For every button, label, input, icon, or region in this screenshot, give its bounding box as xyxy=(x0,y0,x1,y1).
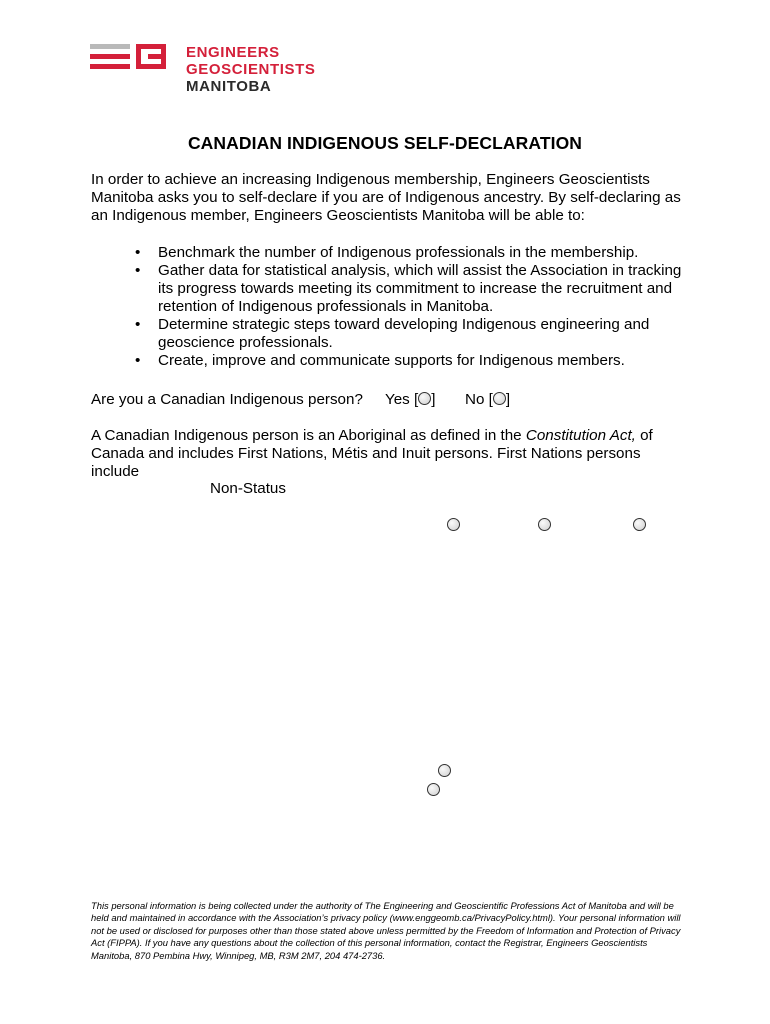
bullet-icon: • xyxy=(135,262,141,279)
bullet-icon: • xyxy=(135,352,141,369)
yes-label: Yes [ xyxy=(385,391,419,408)
organization-logo xyxy=(90,44,330,96)
list-item xyxy=(91,244,691,262)
list-item xyxy=(91,262,691,316)
non-status-radio[interactable] xyxy=(427,783,440,796)
no-label: No [ xyxy=(465,391,493,408)
constitution-act-italic: Constitution Act, xyxy=(525,427,636,444)
intro-paragraph: In order to achieve an increasing Indigenous membership, Engineers Geoscientists Manitoba asks you to self-declare if you are of Indigenous ancestry. By self-declaring as an Indigenous member, Engineers Geoscientists Manitoba will be able to: xyxy=(91,171,681,224)
yes-radio[interactable] xyxy=(418,392,431,405)
indigenous-question: Are you a Canadian Indigenous person? xyxy=(91,391,363,408)
benefits-list xyxy=(91,244,691,370)
logo-line-engineers: ENGINEERS xyxy=(186,44,280,61)
logo-line-geoscientists: GEOSCIENTISTS xyxy=(186,61,316,78)
logo-line-manitoba: MANITOBA xyxy=(186,78,272,95)
definition-paragraph xyxy=(91,427,661,481)
list-item xyxy=(91,352,691,370)
logo-wordmark xyxy=(186,44,316,95)
eg-logo-mark-icon xyxy=(90,44,168,74)
list-item-text: Determine strategic steps toward developing Indigenous engineering and geoscience professionals. xyxy=(158,316,650,351)
yes-suffix: ] xyxy=(431,391,436,408)
no-radio[interactable] xyxy=(493,392,506,405)
bullet-icon: • xyxy=(135,244,141,261)
privacy-notice: This personal information is being collected under the authority of The Engineering and Geoscientific Professions Act of Manitoba and will be held and maintained in accordance with the Association’s privacy policy (www.enggeomb.ca/PrivacyPolicy.html). Your personal information will not be used or disclosed for purposes other than those stated above unless permitted by the Freedom of Information and Protection of Privacy Act (FIPPA). If you have any questions about the collection of this personal information, contact the Registrar, Engineers Geoscientists Manitoba, 870 Pembina Hwy, Winnipeg, MB, R3M 2M7, 204 474-2736. xyxy=(91,900,681,961)
list-item-text: Gather data for statistical analysis, which will assist the Association in tracking its progress towards meeting its commitment to increase the recruitment and retention of Indigenous professionals in Manitoba. xyxy=(158,262,682,315)
no-option xyxy=(465,391,510,409)
inuit-radio[interactable] xyxy=(633,518,646,531)
status-radio[interactable] xyxy=(438,764,451,777)
yes-option xyxy=(385,391,435,409)
definition-text-after: of Canada and includes First Nations, Métis and Inuit persons. First Nations persons include xyxy=(91,427,653,480)
non-status-label: Non-Status xyxy=(210,480,286,497)
first-nations-radio[interactable] xyxy=(447,518,460,531)
list-item-text: Create, improve and communicate supports for Indigenous members. xyxy=(158,352,625,369)
no-suffix: ] xyxy=(505,391,511,408)
list-item-text: Benchmark the number of Indigenous professionals in the membership. xyxy=(158,244,639,261)
page-title: CANADIAN INDIGENOUS SELF-DECLARATION xyxy=(187,133,583,153)
list-item xyxy=(91,316,691,352)
definition-text-before: A Canadian Indigenous person is an Aboriginal as defined in the xyxy=(91,427,526,444)
bullet-icon: • xyxy=(135,316,141,333)
metis-radio[interactable] xyxy=(538,518,551,531)
